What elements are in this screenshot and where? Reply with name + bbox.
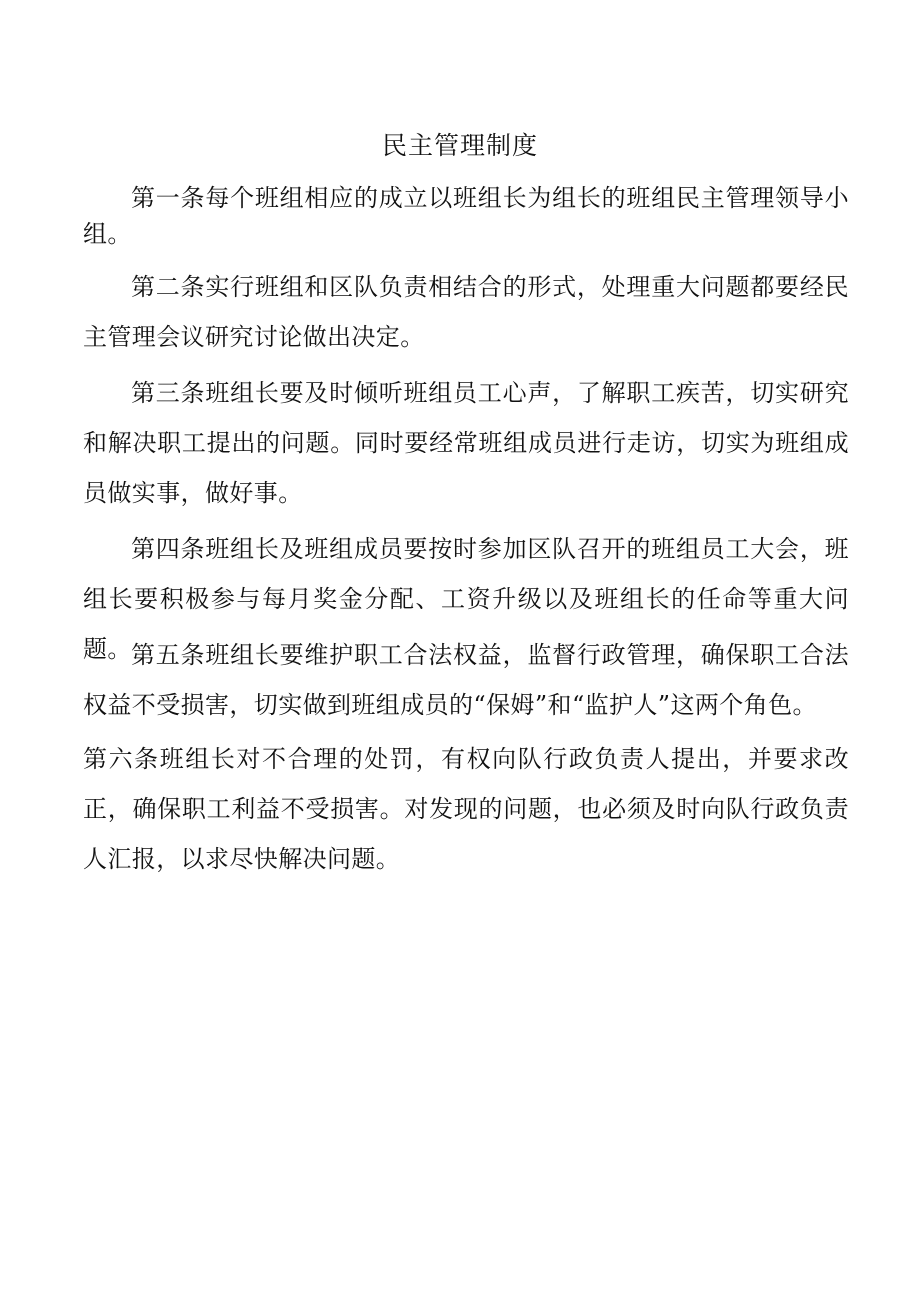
article-5 <box>83 630 849 730</box>
article-2-text: 第二条实行班组和区队负责相结合的形式，处理重大问题都要经民主管理会议研究讨论做出决定。 <box>83 273 849 351</box>
article-6-text: 第六条班组长对不合理的处罚，有权向队行政负责人提出，并要求改正，确保职工利益不受损害。对发现的问题，也必须及时向队行政负责人汇报，以求尽快解决问题。 <box>83 745 849 873</box>
article-5-text: 第五条班组长要维护职工合法权益，监督行政管理，确保职工合法权益不受损害，切实做到班组成员的“保姆”和“监护人”这两个角色。 <box>83 641 849 719</box>
article-3 <box>83 368 849 518</box>
article-1-text: 第一条每个班组相应的成立以班组长为组长的班组民主管理领导小组。 <box>83 184 849 248</box>
document-title: 民主管理制度 <box>381 131 538 160</box>
article-6 <box>83 734 849 884</box>
article-4-text: 第四条班组长及班组成员要按时参加区队召开的班组员工大会，班组长要积极参与每月奖金分配、工资升级以及班组长的任命等重大问题。 <box>83 535 849 663</box>
article-3-text: 第三条班组长要及时倾听班组员工心声，了解职工疾苦，切实研究和解决职工提出的问题。同时要经常班组成员进行走访，切实为班组成员做实事，做好事。 <box>83 379 849 507</box>
article-1 <box>83 180 849 252</box>
article-2 <box>83 262 849 362</box>
